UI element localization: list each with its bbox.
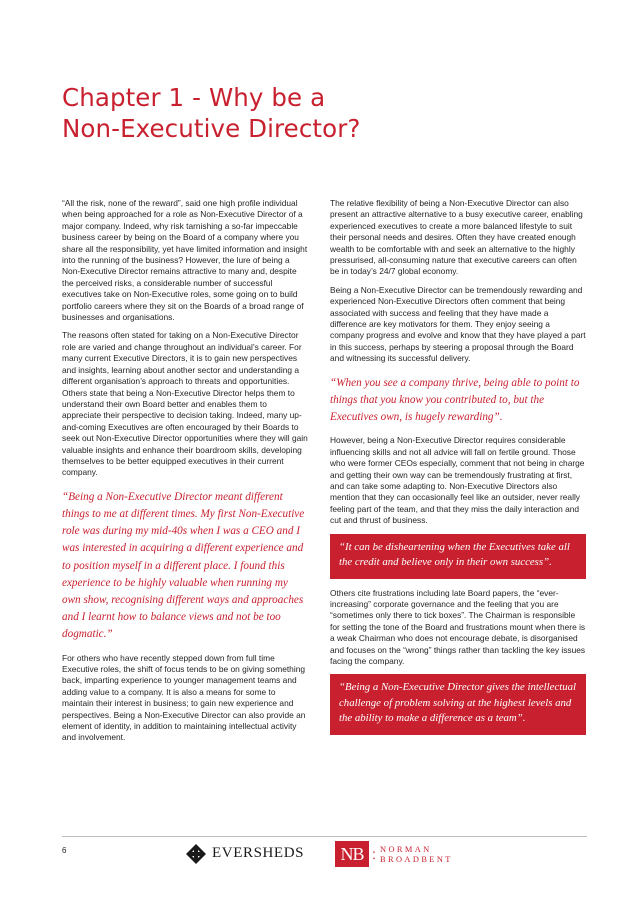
left-column [62, 198, 308, 751]
left-paragraph-1: “All the risk, none of the reward”, said one high profile individual when being approached for a role as Non-Executive Director of a major company. Indeed, why risk tarnishing a so-far impeccable business career by being on the Board of a company where you share all the responsibility, yet have limited information and insight into the running of the business? However, the lure of being a Non-Executive Director remains attractive to many and, despite the perceived risks, a considerable number of successful executives take on Non-Executive roles, some going on to build portfolio careers where they sit on the Boards of a broad range of businesses and organisations. [62, 198, 308, 323]
norman-broadbent-logo [335, 841, 465, 867]
chapter-title [62, 82, 482, 144]
highlighted-quote-box-2: “Being a Non-Executive Director gives the intellectual challenge of problem solving at the highest levels and the ability to make a difference as a team”. [330, 674, 586, 735]
nb-separator-icon: : [372, 846, 376, 862]
eversheds-logo [185, 843, 315, 865]
nb-wordmark-line-2: BROADBENT [380, 855, 453, 864]
page-number: 6 [62, 846, 67, 855]
eversheds-logo-text: EVERSHEDS [212, 845, 305, 861]
right-paragraph-2: Being a Non-Executive Director can be tremendously rewarding and experienced Non-Executive Directors often comment that being associated with success and feeling that they have made a difference are key motivators for them. They enjoy seeing a company progress and evolve and know that they have played a part in this success, perhaps by steering a proposal through the Board and witnessing its successful delivery. [330, 284, 586, 364]
chapter-title-line-2: Non-Executive Director? [62, 114, 361, 143]
chapter-title-line-1: Chapter 1 - Why be a [62, 83, 326, 112]
nb-monogram: NB [335, 841, 369, 867]
right-pull-quote: “When you see a company thrive, being able to point to things that you know you contributed to, but the Executives own, is hugely rewarding”. [330, 376, 580, 424]
right-paragraph-3: However, being a Non-Executive Director requires considerable influencing skills and not all advice will fall on fertile ground. Those who were former CEOs especially, comment that not being in charge and getting their own way can be tremendously frustrating at first, and can take some adapting to. Non-Executive Directors also mention that they can occasionally feel like an outsider, never really feeling part of the team, and that they miss the daily interaction and cut and thrust of business. [330, 435, 585, 526]
right-column [330, 198, 586, 744]
nb-wordmark-line-1: NORMAN [380, 845, 432, 854]
right-paragraph-1: The relative flexibility of being a Non-Executive Director can also present an attractive alternative to a busy executive career, enabling experienced executives to create a more balanced lifestyle to suit their personal needs and desires. Often they have created enough wealth to be comfortable with and seek an alternative to the highly pressurised, all-consuming nature that executive careers can often be in today’s 24/7 global economy. [330, 198, 583, 277]
right-paragraph-4: Others cite frustrations including late Board papers, the “ever-increasing” corporate governance and the feeling that you are “sometimes only there to tick boxes”. The Chairman is responsible for setting the tone of the Board and frustrations mount when there is a weak Chairman who does not encourage debate, is disorganised and focuses on the “wrong” things rather than tackling the key issues facing the company. [330, 587, 586, 666]
left-paragraph-3: For others who have recently stepped down from full time Executive roles, the shift of focus tends to be on giving something back, imparting experience to younger management teams and adding value to a company. It is also a means for some to maintain their interest in business; to gain new experience and perspectives. Being a Non-Executive Director can also provide an element of identity, in addition to maintaining intellectual activity and involvement. [62, 652, 306, 743]
footer-divider [62, 836, 587, 837]
left-pull-quote: “Being a Non-Executive Director meant different things to me at different times. My first Non-Executive role was during my mid-40s when I was a CEO and I was interested in acquiring a different experience and to position myself in a different place. I found this experience to be highly valuable when running my own show, recognising different ways and approaches and I learnt how to balance views and not be too dogmatic.” [62, 490, 305, 641]
left-paragraph-2: The reasons often stated for taking on a Non-Executive Director role are varied and change throughout an individual’s career. For many current Executive Directors, it is to gain new perspectives and insights, learning about another sector and understanding a different organisation’s approach to threats and opportunities. Others state that being a Non-Executive Director helps them to understand their own Board better and enables them to appreciate their perspective to decision taking. Indeed, many up-and-coming Executives are often encouraged by their Boards to seek out Non-Executive Director opportunities where they will gain valuable insights and enhance their boardroom skills, developing themselves to be better equipped executives in their current company. [62, 330, 308, 478]
highlighted-quote-box-1: “It can be disheartening when the Executives take all the credit and believe only in their own success”. [330, 534, 586, 579]
eversheds-emblem-icon [185, 843, 207, 865]
